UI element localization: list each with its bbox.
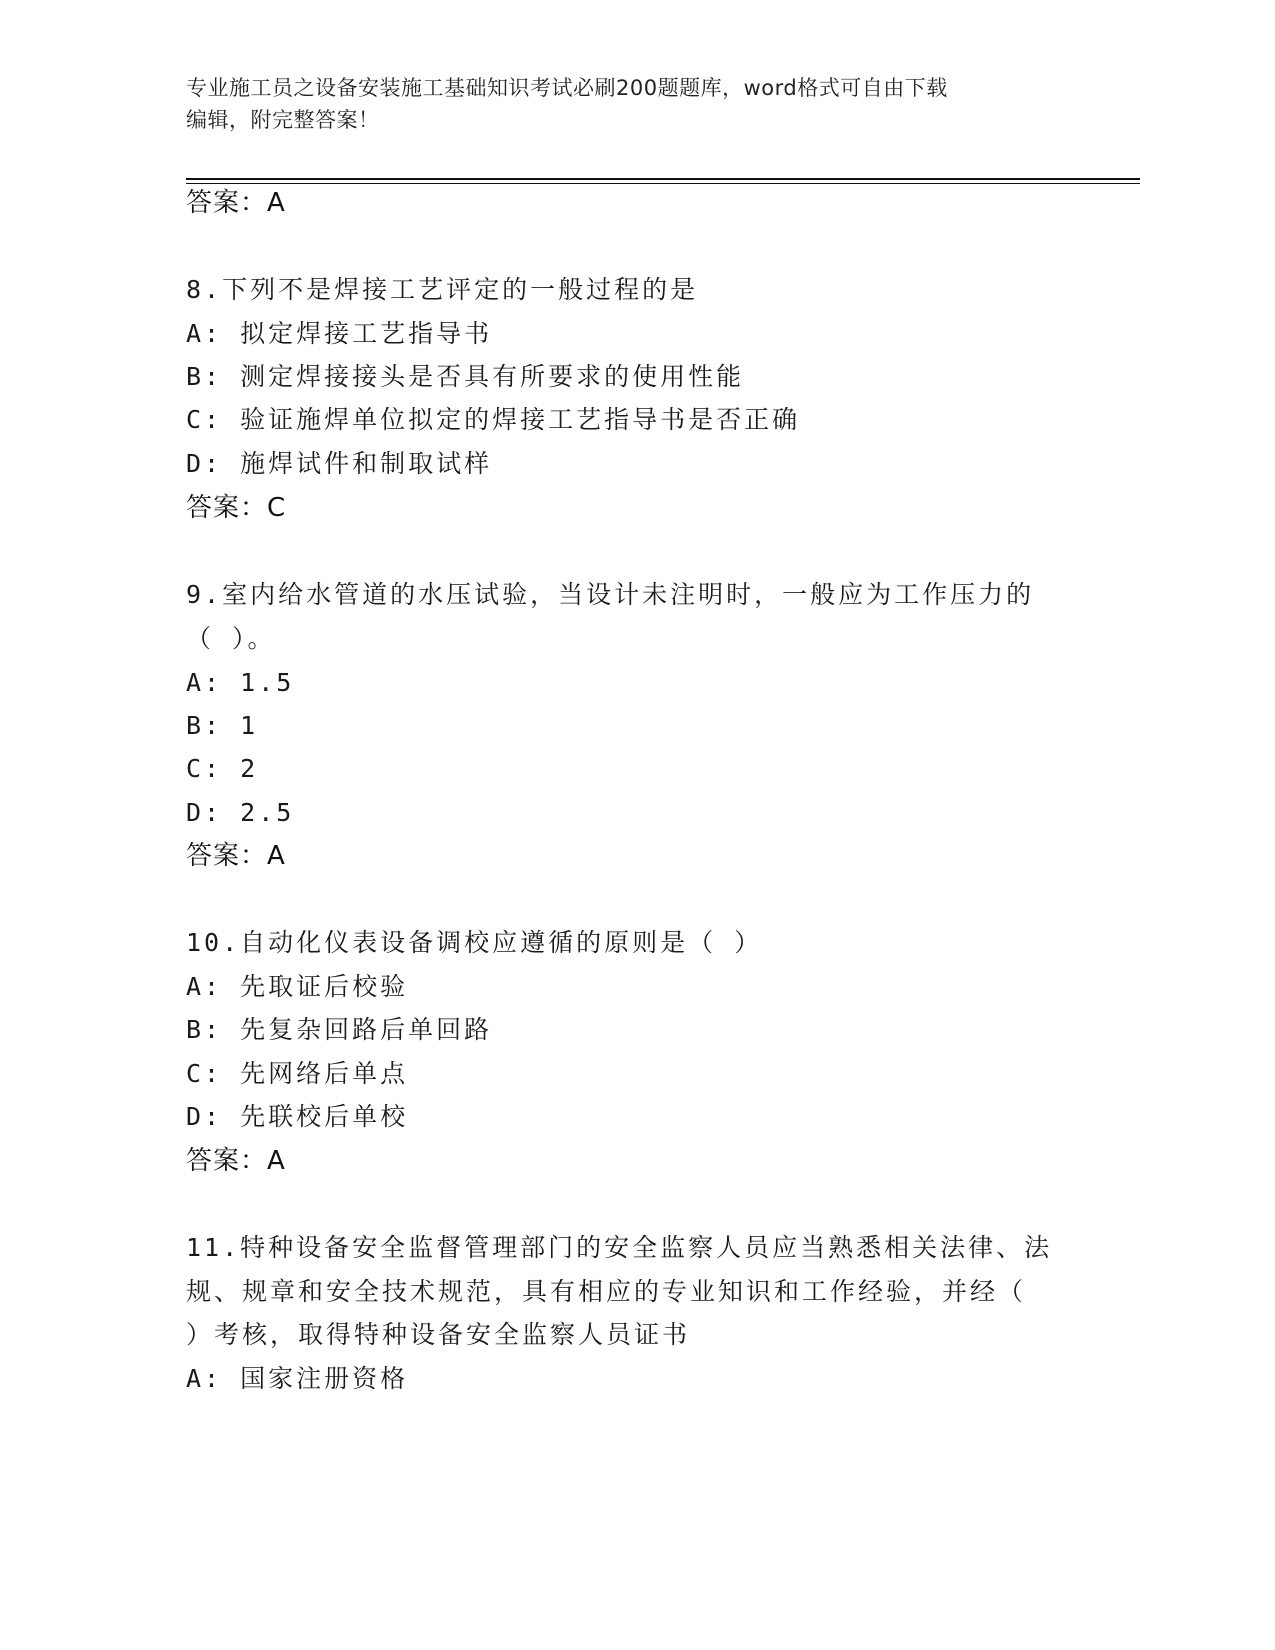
header-divider <box>186 178 1140 180</box>
q8-option-b: B: 测定焊接接头是否具有所要求的使用性能 <box>186 362 745 391</box>
question-10: 10.自动化仪表设备调校应遵循的原则是（ ） <box>186 928 763 957</box>
q9-option-b: B: 1 <box>186 711 259 740</box>
header-line-1: 专业施工员之设备安装施工基础知识考试必刷200题题库，word格式可自由下载 <box>186 76 948 100</box>
question-11-line-1: 11.特种设备安全监督管理部门的安全监察人员应当熟悉相关法律、法 <box>186 1233 1053 1262</box>
answer-q7: 答案：A <box>186 188 286 218</box>
q9-option-d: D: 2.5 <box>186 798 295 827</box>
header-line-2: 编辑，附完整答案！ <box>186 108 380 132</box>
q8-option-d: D: 施焊试件和制取试样 <box>186 449 493 478</box>
question-9-line-2: （ ）。 <box>186 624 276 653</box>
question-11-line-2: 规、规章和安全技术规范，具有相应的专业知识和工作经验，并经（ <box>186 1277 1027 1306</box>
q10-option-b: B: 先复杂回路后单回路 <box>186 1015 493 1044</box>
q9-option-c: C: 2 <box>186 754 259 783</box>
question-11-line-3: ）考核，取得特种设备安全监察人员证书 <box>186 1320 691 1349</box>
answer-q10: 答案：A <box>186 1146 286 1176</box>
q11-option-a: A: 国家注册资格 <box>186 1364 409 1393</box>
question-8: 8.下列不是焊接工艺评定的一般过程的是 <box>186 275 699 304</box>
document-header <box>186 72 1086 136</box>
answer-q9: 答案：A <box>186 841 286 871</box>
header-divider-thin <box>186 183 1140 184</box>
q10-option-a: A: 先取证后校验 <box>186 972 409 1001</box>
q10-option-c: C: 先网络后单点 <box>186 1059 409 1088</box>
q8-option-c: C: 验证施焊单位拟定的焊接工艺指导书是否正确 <box>186 405 801 434</box>
q9-option-a: A: 1.5 <box>186 668 295 697</box>
answer-q8: 答案：C <box>186 493 287 523</box>
q8-option-a: A: 拟定焊接工艺指导书 <box>186 319 493 348</box>
question-9-line-1: 9.室内给水管道的水压试验，当设计未注明时，一般应为工作压力的 <box>186 580 1035 609</box>
q10-option-d: D: 先联校后单校 <box>186 1102 409 1131</box>
